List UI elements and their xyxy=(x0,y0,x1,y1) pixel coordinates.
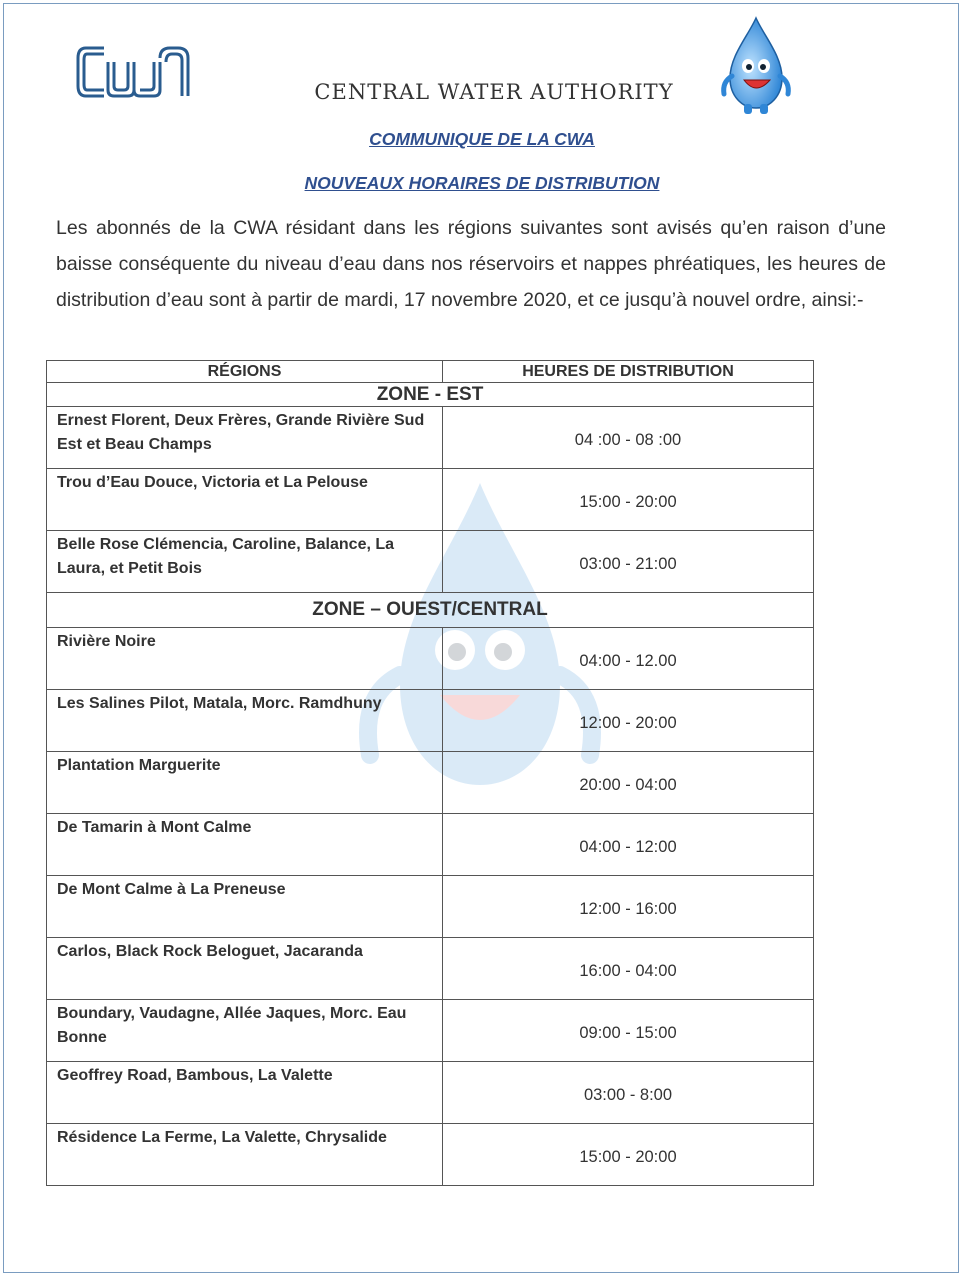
region-cell: Boundary, Vaudagne, Allée Jaques, Morc. Eau Bonne xyxy=(47,1000,443,1062)
hours-value: 12:00 - 20:00 xyxy=(579,714,677,732)
table-row xyxy=(47,407,814,469)
hours-cell xyxy=(443,1124,814,1186)
region-cell: De Tamarin à Mont Calme xyxy=(47,814,443,876)
table-row xyxy=(47,938,814,1000)
table-row xyxy=(47,752,814,814)
intro-paragraph: Les abonnés de la CWA résidant dans les régions suivantes sont avisés qu’en raison d’une baisse conséquente du niveau d’eau dans nos réservoirs et nappes phréatiques, les heures de distribution d’eau sont à partir de mardi, 17 novembre 2020, et ce jusqu’à nouvel ordre, ainsi:- xyxy=(56,217,886,311)
hours-value: 15:00 - 20:00 xyxy=(579,493,677,511)
hours-value: 12:00 - 16:00 xyxy=(579,900,677,918)
column-header-regions: RÉGIONS xyxy=(47,361,443,383)
hours-cell xyxy=(443,1000,814,1062)
table-row xyxy=(47,690,814,752)
subject-heading: NOUVEAUX HORAIRES DE DISTRIBUTION xyxy=(304,173,660,193)
hours-cell xyxy=(443,690,814,752)
hours-cell xyxy=(443,628,814,690)
hours-value: 04 :00 - 08 :00 xyxy=(574,431,682,449)
region-cell: Carlos, Black Rock Beloguet, Jacaranda xyxy=(47,938,443,1000)
table-row xyxy=(47,1124,814,1186)
table-row xyxy=(47,531,814,593)
region-cell: Plantation Marguerite xyxy=(47,752,443,814)
distribution-table xyxy=(46,360,814,1186)
table-row xyxy=(47,628,814,690)
hours-value: 03:00 - 8:00 xyxy=(583,1086,673,1104)
region-cell: Rivière Noire xyxy=(47,628,443,690)
communique-heading: COMMUNIQUE DE LA CWA xyxy=(369,129,595,149)
hours-cell xyxy=(443,938,814,1000)
region-cell: Les Salines Pilot, Matala, Morc. Ramdhuny xyxy=(47,690,443,752)
hours-cell xyxy=(443,876,814,938)
table-row xyxy=(47,469,814,531)
table-row xyxy=(47,814,814,876)
hours-cell xyxy=(443,814,814,876)
hours-value: 09:00 - 15:00 xyxy=(579,1024,677,1042)
hours-cell xyxy=(443,531,814,593)
hours-value: 03:00 - 21:00 xyxy=(579,555,677,573)
hours-cell xyxy=(443,407,814,469)
region-cell: Trou d’Eau Douce, Victoria et La Pelouse xyxy=(47,469,443,531)
region-cell: Ernest Florent, Deux Frères, Grande Rivière Sud Est et Beau Champs xyxy=(47,407,443,469)
hours-value: 20:00 - 04:00 xyxy=(579,776,677,794)
region-cell: Résidence La Ferme, La Valette, Chrysalide xyxy=(47,1124,443,1186)
region-cell: Geoffrey Road, Bambous, La Valette xyxy=(47,1062,443,1124)
hours-value: 16:00 - 04:00 xyxy=(579,962,677,980)
table-row xyxy=(47,1000,814,1062)
zone-header-row xyxy=(47,593,814,628)
region-cell: De Mont Calme à La Preneuse xyxy=(47,876,443,938)
zone-title: ZONE – OUEST/CENTRAL xyxy=(47,593,814,628)
organization-title: CENTRAL WATER AUTHORITY xyxy=(314,80,674,104)
hours-cell xyxy=(443,1062,814,1124)
table-row xyxy=(47,876,814,938)
table-row xyxy=(47,1062,814,1124)
hours-value: 15:00 - 20:00 xyxy=(579,1148,677,1166)
hours-cell xyxy=(443,752,814,814)
hours-value: 04:00 - 12:00 xyxy=(579,838,677,856)
region-cell: Belle Rose Clémencia, Caroline, Balance, La Laura, et Petit Bois xyxy=(47,531,443,593)
hours-cell xyxy=(443,469,814,531)
zone-header-row xyxy=(47,383,814,407)
hours-value: 04:00 - 12.00 xyxy=(579,652,677,670)
column-header-hours: HEURES DE DISTRIBUTION xyxy=(443,361,814,383)
zone-title: ZONE - EST xyxy=(47,383,814,407)
